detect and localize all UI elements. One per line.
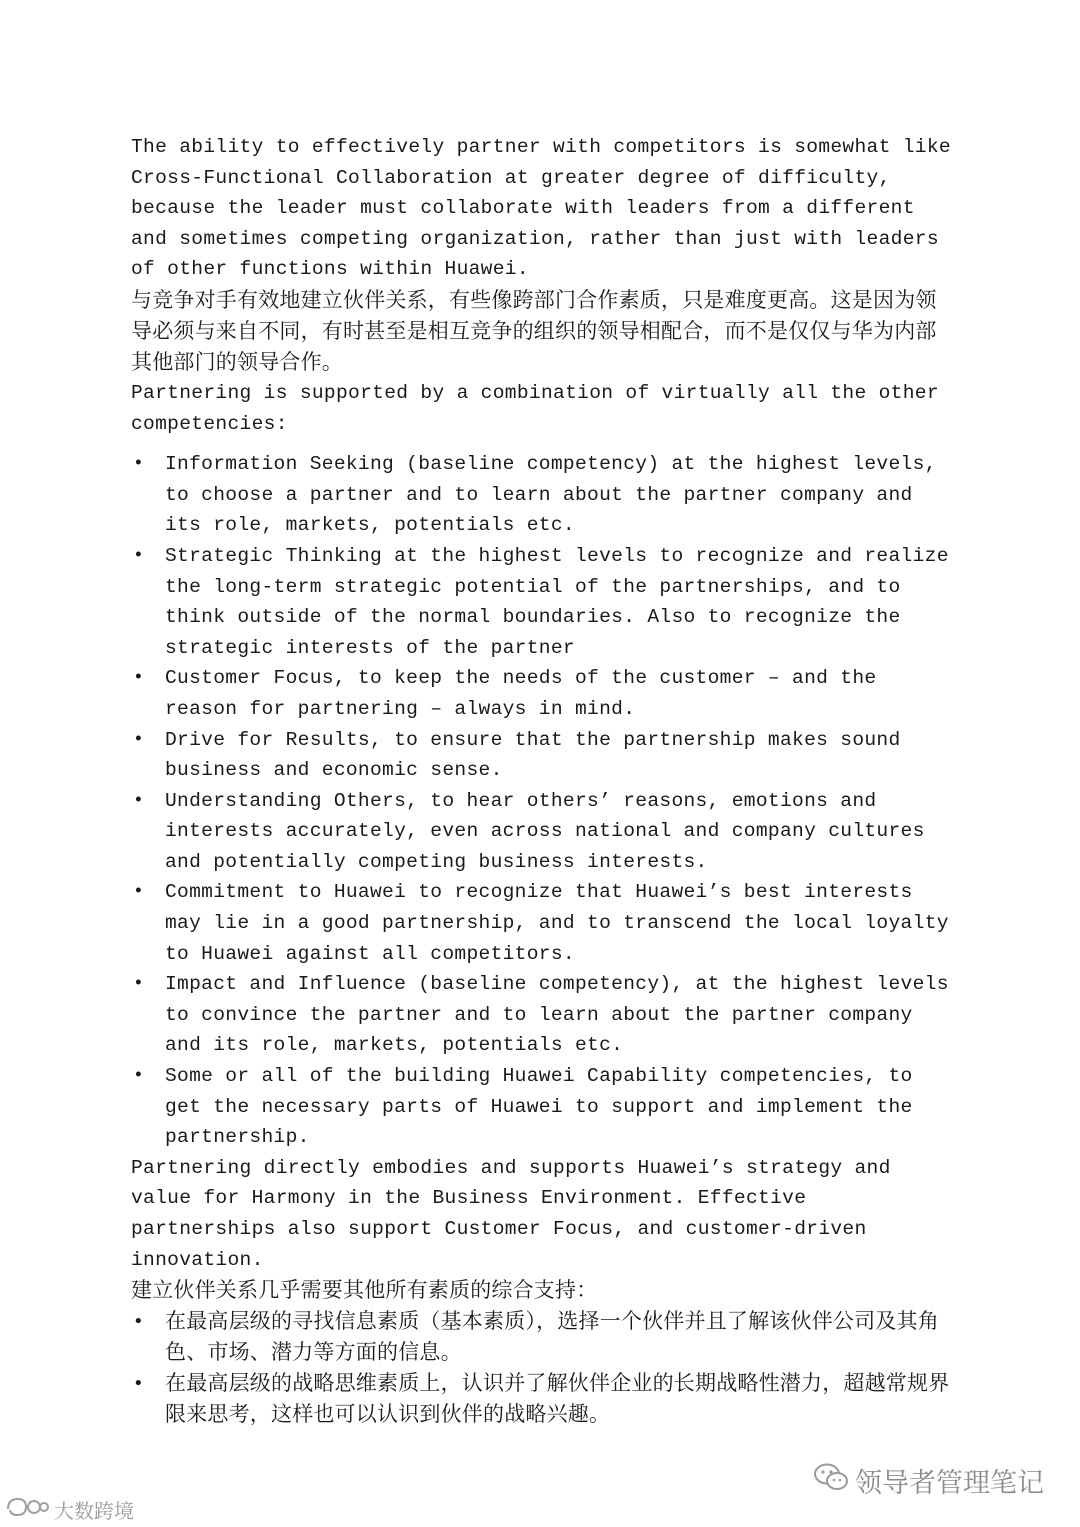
watermark-text: 大数跨境 (54, 1498, 134, 1523)
list-item (131, 786, 951, 878)
bullet-icon: • (133, 882, 145, 903)
wechat-icon (813, 1462, 849, 1499)
intro-paragraph-cn: 与竞争对手有效地建立伙伴关系，有些像跨部门合作素质，只是难度更高。这是因为领导必须与来自不同，有时甚至是相互竞争的组织的领导相配合，而不是仅仅与华为内部其他部门的领导合作。 (131, 287, 937, 374)
bullet-icon: • (133, 1311, 144, 1333)
list-item (131, 877, 951, 969)
bullet-icon: • (133, 545, 145, 566)
list-item-text: Understanding Others, to hear others’ reasons, emotions and interests accurately, even across national and company cultures and potentially competing business interests. (165, 789, 925, 873)
bullet-icon: • (133, 1066, 145, 1087)
bullet-icon: • (133, 729, 145, 750)
list-item (131, 449, 951, 541)
list-item (131, 1306, 951, 1368)
competency-list-en (131, 449, 951, 1153)
list-item (131, 969, 951, 1061)
brand-logo-icon (4, 1495, 50, 1524)
document-page (131, 132, 951, 1430)
list-item-text: Drive for Results, to ensure that the partnership makes sound business and economic sense. (165, 728, 901, 782)
bullet-icon: • (133, 790, 145, 811)
list-item (131, 1368, 951, 1430)
list-item-text: Some or all of the building Huawei Capability competencies, to get the necessary parts of Huawei to support and implement the partnership. (165, 1065, 913, 1149)
wechat-watermark (813, 1458, 1044, 1502)
brand-watermark (4, 1494, 134, 1524)
list-item-text: Information Seeking (baseline competency) at the highest levels, to choose a partner and to learn about the partner company and its role, markets, potentials etc. (165, 453, 937, 537)
list-item-text: Customer Focus, to keep the needs of the customer – and the reason for partnering – always in mind. (165, 667, 877, 720)
bullet-icon: • (133, 974, 145, 995)
list-item-text: Impact and Influence (baseline competency), at the highest levels to convince the partner and to learn about the partner company and its role, markets, potentials etc. (165, 973, 949, 1057)
support-intro-en: Partnering is supported by a combination of virtually all the other competencies: (131, 381, 939, 435)
list-item-text: Strategic Thinking at the highest levels to recognize and realize the long-term strategic potential of the partnerships, and to think outside of the normal boundaries. Also to recognize the strategic interests of the partner (165, 544, 949, 659)
list-item (131, 1061, 951, 1153)
list-item (131, 663, 951, 724)
bullet-icon: • (133, 668, 145, 689)
list-item-text: 在最高层级的寻找信息素质（基本素质），选择一个伙伴并且了解该伙伴公司及其角色、市场、潜力等方面的信息。 (165, 1309, 939, 1365)
list-item (131, 725, 951, 786)
bullet-icon: • (133, 454, 145, 475)
intro-paragraph-en: The ability to effectively partner with competitors is somewhat like Cross-Functional Collaboration at greater degree of difficulty, because the leader must collaborate with leaders from a different and sometimes competing organization, rather than just with leaders of other functions within Huawei. (131, 136, 951, 281)
list-item-text: 在最高层级的战略思维素质上，认识并了解伙伴企业的长期战略性潜力，超越常规界限来思考，这样也可以认识到伙伴的战略兴趣。 (165, 1371, 950, 1427)
list-item (131, 541, 951, 663)
support-intro-cn: 建立伙伴关系几乎需要其他所有素质的综合支持： (131, 1278, 598, 1303)
watermark-text: 领导者管理笔记 (855, 1467, 1044, 1499)
bullet-icon: • (133, 1373, 144, 1395)
list-item-text: Commitment to Huawei to recognize that Huawei’s best interests may lie in a good partnership, and to transcend the local loyalty to Huawei against all competitors. (165, 881, 949, 965)
summary-paragraph-en: Partnering directly embodies and supports Huawei’s strategy and value for Harmony in the Business Environment. Effective partnerships also support Customer Focus, and customer-driven innovation. (131, 1156, 891, 1271)
competency-list-cn (131, 1306, 951, 1430)
